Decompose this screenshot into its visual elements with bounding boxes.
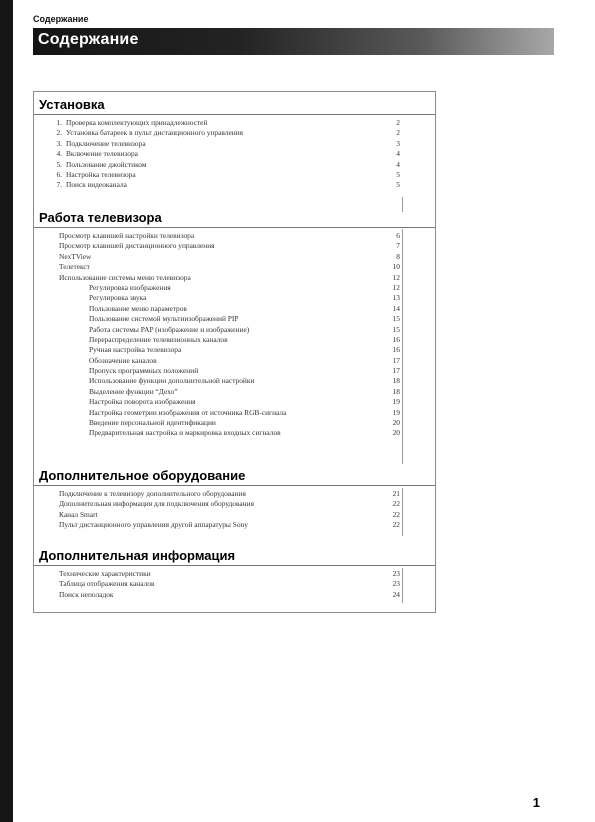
toc-entry[interactable]: Работа системы PAP (изображение и изображение) 15 — [89, 324, 400, 334]
toc-entry[interactable]: 3. Подключение телевизора 3 — [56, 138, 400, 148]
toc-entry[interactable]: Пользование системой мультиизображений PIP 15 — [89, 314, 400, 324]
toc-entry[interactable]: Выделение функции “Дехо” 18 — [89, 386, 400, 396]
toc-list — [34, 489, 435, 531]
column-rule — [402, 568, 403, 603]
section-divider — [34, 227, 435, 228]
toc-entry[interactable]: Настройка поворота изображения 19 — [89, 397, 400, 407]
toc-list — [34, 231, 435, 439]
toc-entry[interactable]: Предварительная настройка и маркировка входных сигналов 20 — [89, 428, 400, 438]
toc-list — [34, 118, 435, 191]
toc-entry[interactable]: Просмотр клавишей настройки телевизора 6 — [59, 231, 400, 240]
toc-entry[interactable]: 1. Проверка комплектующих принадлежностей 2 — [56, 118, 400, 127]
toc-entry[interactable]: 7. Поиск видеоканала 5 — [56, 180, 400, 190]
toc-entry[interactable]: Просмотр клавишей дистанционного управления 7 — [59, 241, 400, 251]
toc-entry[interactable]: Подключение к телевизору дополнительного оборудования 21 — [59, 489, 400, 498]
toc-entry[interactable]: Поиск неполадок 24 — [59, 589, 400, 599]
toc-list — [34, 569, 435, 600]
toc-entry[interactable]: 2. Установка батареек в пульт дистанционного управления 2 — [56, 128, 400, 138]
section-divider — [34, 565, 435, 566]
toc-entry[interactable]: Введение персональной идентификации 20 — [89, 418, 400, 428]
toc-entry[interactable]: NexTView 8 — [59, 251, 400, 261]
toc-entry[interactable]: Регулировка звука 13 — [89, 293, 400, 303]
toc-entry[interactable]: Пульт дистанционного управления другой аппаратуры Sony 22 — [59, 520, 400, 530]
toc-entry[interactable]: Ручная настройка телевизора 16 — [89, 345, 400, 355]
toc-entry[interactable]: Обозначение каналов 17 — [89, 355, 400, 365]
section-divider — [34, 485, 435, 486]
page-title: Содержание — [38, 31, 139, 48]
toc-entry[interactable]: Канал Smart 22 — [59, 509, 400, 519]
section-title: Установка — [39, 97, 105, 112]
toc-frame — [33, 91, 436, 613]
section-title: Дополнительное оборудование — [39, 468, 246, 483]
column-rule — [402, 197, 403, 212]
section-divider — [34, 114, 435, 115]
toc-entry[interactable]: Перераспределение телевизионных каналов 16 — [89, 334, 400, 344]
toc-entry[interactable]: Телетекст 10 — [59, 262, 400, 272]
toc-entry[interactable]: Пропуск программных положений 17 — [89, 366, 400, 376]
toc-entry[interactable]: Использование функции дополнительной настройки 18 — [89, 376, 400, 386]
column-rule — [402, 229, 403, 464]
toc-entry[interactable]: Пользование меню параметров 14 — [89, 303, 400, 313]
title-banner — [33, 28, 554, 55]
toc-entry[interactable]: Технические характеристики 23 — [59, 569, 400, 578]
toc-entry[interactable]: Использование системы меню телевизора 12 — [59, 272, 400, 282]
column-rule — [402, 488, 403, 536]
section-title: Дополнительная информация — [39, 548, 236, 563]
toc-entry[interactable]: Регулировка изображения 12 — [89, 282, 400, 292]
toc-entry[interactable]: Настройка геометрии изображения от источника RGB-сигнала 19 — [89, 407, 400, 417]
toc-entry[interactable]: Дополнительная информация для подключения оборудования 22 — [59, 499, 400, 509]
running-head: Содержание — [33, 14, 89, 24]
left-margin-bar — [0, 0, 13, 822]
page-number: 1 — [532, 795, 540, 810]
toc-entry[interactable]: 6. Настройка телевизора 5 — [56, 169, 400, 179]
toc-entry[interactable]: 5. Пользование джойстиком 4 — [56, 159, 400, 169]
toc-entry[interactable]: Таблица отображения каналов 23 — [59, 579, 400, 589]
toc-entry[interactable]: 4. Включение телевизора 4 — [56, 149, 400, 159]
section-title: Работа телевизора — [39, 210, 162, 225]
